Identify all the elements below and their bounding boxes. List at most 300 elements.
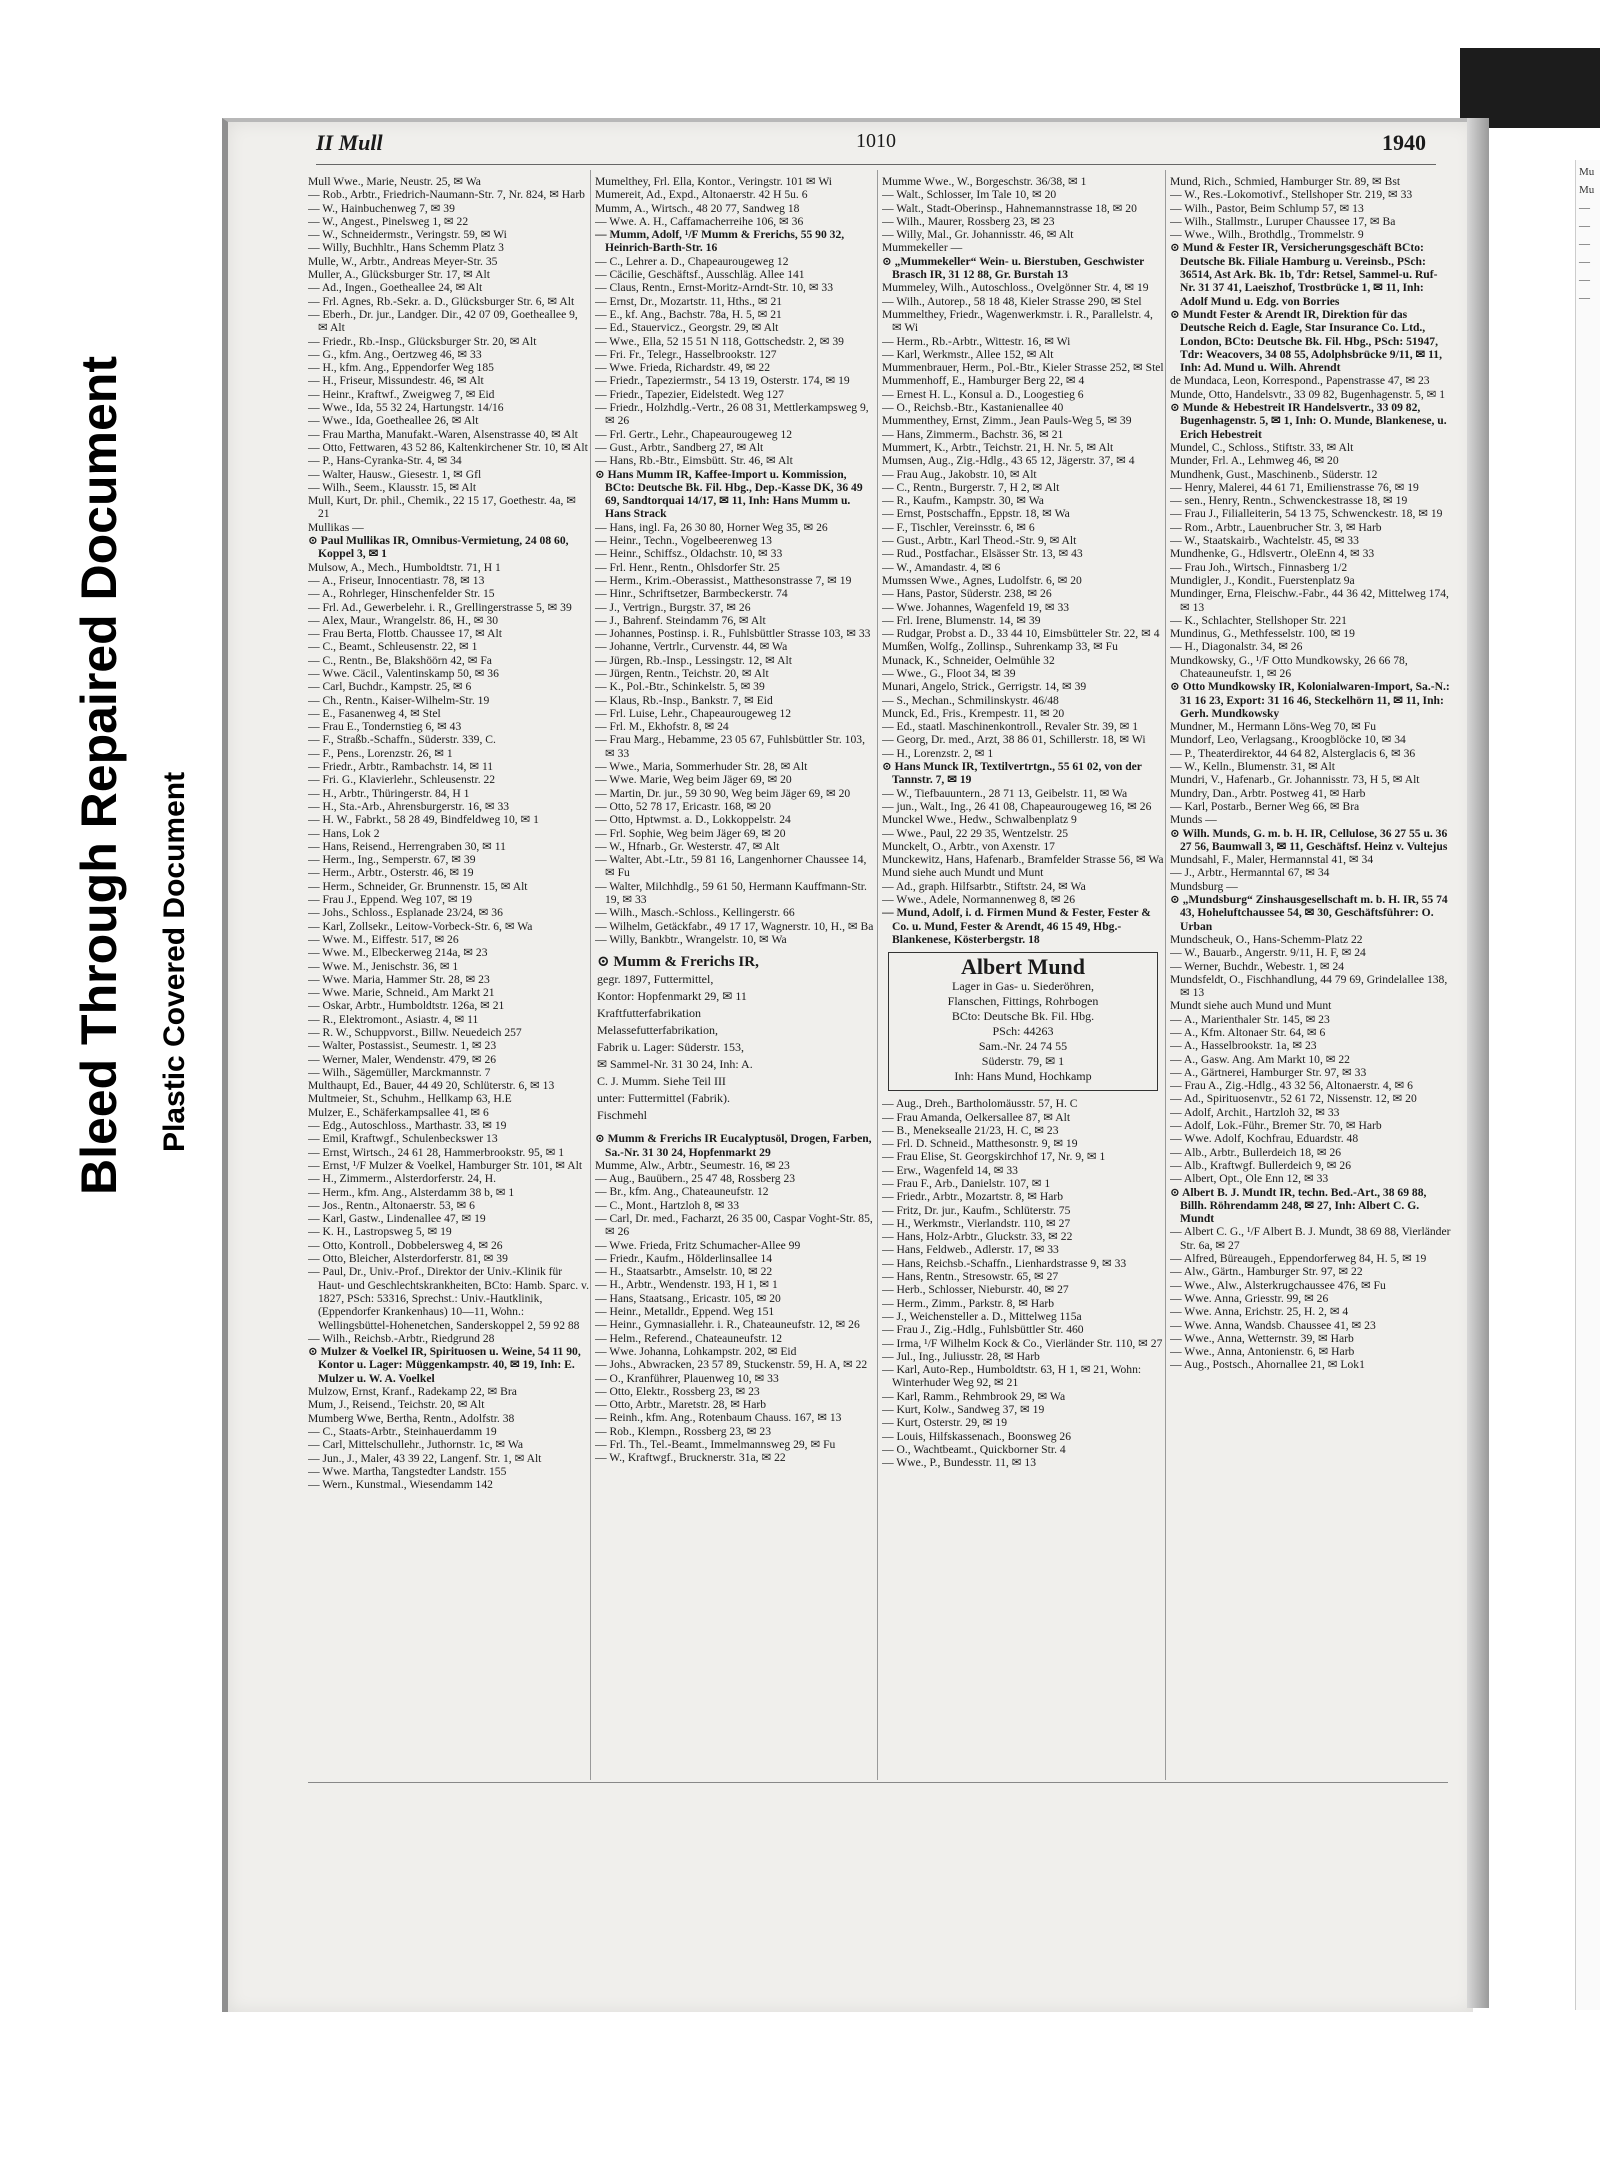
directory-entry: — Mund, Adolf, i. d. Firmen Mund & Fester, Fester & Co. u. Mund, Fester & Arendt, 46 15 49, Hbg.-Blankenese, Kösterbergstr. 18 — [882, 906, 1151, 946]
directory-entry: — Albert C. G., ¹/F Albert B. J. Mundt, 38 69 88, Vierländer Str. 6a, ✉ 27 — [1170, 1225, 1451, 1252]
directory-entry: — Johs., Schloss., Esplanade 23/24, ✉ 36 — [308, 906, 503, 920]
directory-entry: — K., Pol.-Btr., Schinkelstr. 5, ✉ 39 — [595, 680, 765, 694]
directory-entry: — H., Arbtr., Thüringerstr. 84, H 1 — [308, 786, 470, 800]
directory-entry: — Hans, Zimmerm., Bachstr. 36, ✉ 21 — [882, 427, 1064, 441]
directory-entry: — Hans, Reisend., Herrengraben 30, ✉ 11 — [308, 839, 506, 853]
directory-entry: — Alfred, Büreaugeh., Eppendorferweg 84, H. 5, ✉ 19 — [1170, 1252, 1427, 1266]
directory-entry: ⊙ Hans Mumm IR, Kaffee-Import u. Kommission, BCto: Deutsche Bk. Fil. Hbg., Dep.-Kasse DK, 36 49 69, Sandtorquai 14/17, ✉ 11, Inh: Hans Mumm u. Hans Strack — [595, 467, 863, 521]
directory-entry: — Wilh., Masch.-Schloss., Kellingerstr. 66 — [595, 906, 795, 920]
directory-entry: — Wwe., Wilh., Brothdlg., Trommelstr. 9 — [1170, 228, 1364, 242]
directory-entry: Munack, K., Schneider, Oelmühle 32 — [882, 653, 1055, 667]
directory-entry: — Carl, Buchdr., Kampstr. 25, ✉ 6 — [308, 680, 472, 694]
directory-entry: — P., Hans-Cyranka-Str. 4, ✉ 34 — [308, 454, 462, 468]
ad-line: Fischmehl — [597, 1108, 647, 1123]
directory-entry: — Oskar, Arbtr., Humboldtstr. 126a, ✉ 21 — [308, 999, 505, 1013]
ad-line: Kraftfutterfabrikation — [597, 1006, 701, 1021]
directory-entry: — Reinh., kfm. Ang., Rotenbaum Chauss. 167, ✉ 13 — [595, 1411, 842, 1425]
ad-line: ✉ Sammel-Nr. 31 30 24, Inh: A. — [597, 1057, 753, 1072]
directory-entry: — Helm., Referend., Chateauneufstr. 12 — [595, 1331, 783, 1345]
directory-entry: — Wwe. Adolf, Kochfrau, Eduardstr. 48 — [1170, 1132, 1359, 1146]
directory-entry: — Karl, Auto-Rep., Humboldtstr. 63, H 1, ✉ 21, Wohn: Winterhuder Weg 92, ✉ 21 — [882, 1363, 1142, 1390]
directory-entry: — Fri. Fr., Telegr., Hasselbrookstr. 127 — [595, 347, 777, 361]
directory-entry: — Willy, Bankbtr., Wrangelstr. 10, ✉ Wa — [595, 932, 787, 946]
directory-entry: Mundinger, Erna, Fleischw.-Fabr., 44 36 42, Mittelweg 174, ✉ 13 — [1170, 587, 1449, 614]
directory-entry: Mummekeller — — [882, 241, 963, 255]
directory-entry: — W., Staatskairb., Wachtelstr. 45, ✉ 33 — [1170, 534, 1359, 548]
directory-entry: Mundscheuk, O., Hans-Schemm-Platz 22 — [1170, 932, 1363, 946]
directory-entry: — C., Lehrer a. D., Chapeaurougeweg 12 — [595, 254, 789, 268]
directory-column-1 — [308, 175, 590, 1755]
directory-entry: Munck, Ed., Fris., Krempestr. 11, ✉ 20 — [882, 706, 1065, 720]
directory-entry: — Frau Amanda, Oelkersallee 87, ✉ Alt — [882, 1110, 1071, 1124]
directory-entry: — P., Theaterdirektor, 44 64 82, Alsterglacis 6, ✉ 36 — [1170, 746, 1416, 760]
directory-entry: — Carl, Mittelschullehr., Juthornstr. 1c, ✉ Wa — [308, 1438, 523, 1452]
page-edge — [1467, 118, 1489, 2008]
directory-entry: Mull, Kurt, Dr. phil., Chemik., 22 15 17, Goethestr. 4a, ✉ 21 — [308, 494, 576, 521]
directory-entry: — Friedr., Arbtr., Rambachstr. 14, ✉ 11 — [308, 760, 494, 774]
directory-entry: Mund, Rich., Schmied, Hamburger Str. 89, ✉ Bst — [1170, 175, 1401, 188]
directory-entry: — Frl. Th., Tel.-Beamt., Immelmannsweg 29, ✉ Fu — [595, 1438, 836, 1452]
directory-entry: ⊙ Otto Mundkowsky IR, Kolonialwaren-Import, Sa.-N.: 31 16 23, Export: 31 16 46, Steckelhörn 11, ✉ 11, Inh: Gerh. Mundkowsky — [1170, 680, 1450, 720]
column-rule — [877, 170, 878, 1780]
ad-line: PSch: 44263 — [992, 1024, 1054, 1039]
directory-entry: — Albert, Opt., Ole Enn 12, ✉ 33 — [1170, 1172, 1329, 1186]
directory-entry: Munder, Frl. A., Lehmweg 46, ✉ 20 — [1170, 454, 1339, 468]
directory-entry: — Friedr., Holzhdlg.-Vertr., 26 08 31, Mettlerkampsweg 9, ✉ 26 — [595, 401, 869, 428]
directory-entry: — Otto, Bleicher, Alsterdorferstr. 81, ✉ 39 — [308, 1252, 508, 1266]
directory-entry: — Walter, Postassist., Seumestr. 1, ✉ 23 — [308, 1039, 497, 1053]
directory-entry: — Frl. Irene, Blumenstr. 14, ✉ 39 — [882, 613, 1041, 627]
ad-line: Lager in Gas- u. Siederöhren, — [952, 979, 1094, 994]
directory-entry: — Rob., Arbtr., Friedrich-Naumann-Str. 7, Nr. 824, ✉ Harb — [308, 188, 585, 202]
directory-entry: — H., Diagonalstr. 34, ✉ 26 — [1170, 640, 1303, 654]
directory-entry: — W., Kelln., Blumenstr. 31, ✉ Alt — [1170, 760, 1335, 774]
directory-entry: — Rudgar, Probst a. D., 33 44 10, Eimsbütteler Str. 22, ✉ 4 — [882, 627, 1160, 641]
directory-entry: — Karl, Postarb., Berner Weg 66, ✉ Bra — [1170, 799, 1360, 813]
directory-entry: — Hans, Lok 2 — [308, 826, 380, 840]
directory-entry: — Wwe., G., Floot 34, ✉ 39 — [882, 666, 1016, 680]
directory-entry: — Friedr., Tapeziermstr., 54 13 19, Osterstr. 174, ✉ 19 — [595, 374, 850, 388]
directory-entry: — Hans, Staatsang., Ericastr. 105, ✉ 20 — [595, 1291, 781, 1305]
directory-entry: — Karl, Zollsekr., Leitow-Vorbeck-Str. 6, ✉ Wa — [308, 919, 533, 933]
next-page-fragment: — — [1579, 256, 1590, 268]
directory-entry: ⊙ Mundt Fester & Arendt IR, Direktion für das Deutsche Reich d. Eagle, Star Insurance Co. Ltd., London, BCto: Deutsche Bk. Fil. Hbg., PSch: 51947, Tdr: Weacovers, 34 08 55, Adolphsbrücke 9/11, ✉ 11, Inh: Ad. Mund u. Wilh. Ahrendt — [1170, 307, 1443, 375]
directory-entry: — Alex, Maur., Wrangelstr. 86, H., ✉ 30 — [308, 613, 499, 627]
directory-entry: — Otto, Elektr., Rossberg 23, ✉ 23 — [595, 1384, 760, 1398]
ad-line: BCto: Deutsche Bk. Fil. Hbg. — [951, 1009, 1095, 1024]
directory-entry: — Louis, Hilfskassenach., Boonsweg 26 — [882, 1429, 1072, 1443]
directory-entry: — Werner, Maler, Wendenstr. 479, ✉ 26 — [308, 1052, 497, 1066]
directory-entry: — Herm., Schneider, Gr. Brunnenstr. 15, ✉ Alt — [308, 879, 528, 893]
directory-entry: — Heinr., Kraftwf., Zweigweg 7, ✉ Eid — [308, 387, 495, 401]
directory-entry: — Otto, Hptwmst. a. D., Lokkoppelstr. 24 — [595, 813, 791, 827]
directory-entry: Mundhenke, G., Hdlsvertr., OleEnn 4, ✉ 33 — [1170, 547, 1375, 561]
directory-entry: — W., Angest., Pinelsweg 1, ✉ 22 — [308, 214, 469, 228]
directory-entry: — Wilh., Sägemüller, Marckmannstr. 7 — [308, 1065, 491, 1079]
directory-entry: Mundsahl, F., Maler, Hermannstal 41, ✉ 34 — [1170, 853, 1374, 867]
ad-title: ⊙ Mumm & Frerichs IR, — [597, 954, 759, 971]
directory-entry: — Walt., Schlosser, Im Tale 10, ✉ 20 — [882, 188, 1057, 202]
directory-column-3 — [882, 175, 1164, 1755]
side-label-secondary: Plastic Covered Document — [158, 771, 191, 1152]
directory-entry: — Herm., kfm. Ang., Alsterdamm 38 b, ✉ 1 — [308, 1185, 515, 1199]
directory-entry: — F., Tischler, Vereinsstr. 6, ✉ 6 — [882, 520, 1035, 534]
directory-entry: — Walter, Abt.-Ltr., 59 81 16, Langenhorner Chaussee 14, ✉ Fu — [595, 853, 867, 880]
directory-entry: — Gust., Arbtr., Karl Theod.-Str. 9, ✉ Alt — [882, 534, 1077, 548]
directory-entry: — Wwe. M., Eiffestr. 517, ✉ 26 — [308, 932, 459, 946]
directory-entry: Mumm, A., Wirtsch., 48 20 77, Sandweg 18 — [595, 201, 800, 215]
directory-entry: — Walter, Milchhdlg., 59 61 50, Hermann Kauffmann-Str. 19, ✉ 33 — [595, 879, 867, 907]
directory-entry: — Frau F., Arb., Danielstr. 107, ✉ 1 — [882, 1177, 1051, 1190]
header-year: 1940 — [1382, 130, 1426, 155]
directory-entry: — O., Reichsb.-Btr., Kastanienallee 40 — [882, 401, 1064, 415]
directory-entry: — Irma, ¹/F Wilhelm Kock & Co., Vierländer Str. 110, ✉ 27 — [882, 1336, 1163, 1350]
directory-entry: — C., Staats-Arbtr., Steinhauerdamm 19 — [308, 1424, 497, 1438]
directory-entry: — Martin, Dr. jur., 59 30 90, Weg beim Jäger 69, ✉ 20 — [595, 786, 851, 800]
directory-entry: — Werner, Buchdr., Webestr. 1, ✉ 24 — [1170, 959, 1345, 973]
directory-entry: Mumereit, Ad., Expd., Altonaerstr. 42 H 5u. 6 — [595, 188, 808, 202]
directory-entry: — K. H., Lastropsweg 5, ✉ 19 — [308, 1225, 452, 1239]
directory-entry: — Hans, Holz-Arbtr., Gluckstr. 33, ✉ 22 — [882, 1230, 1073, 1244]
directory-entry: — Wwe., Anna, Wetternstr. 39, ✉ Harb — [1170, 1331, 1354, 1345]
directory-entry: Munckewitz, Hans, Hafenarb., Bramfelder Strasse 56, ✉ Wa — [882, 853, 1164, 867]
directory-entry: — W., Hfnarb., Gr. Westerstr. 47, ✉ Alt — [595, 839, 780, 853]
ad-line: Süderstr. 79, ✉ 1 — [981, 1054, 1065, 1069]
directory-entry: — A., Kfm. Altonaer Str. 64, ✉ 6 — [1170, 1026, 1326, 1039]
directory-entry: Mumberg Wwe, Bertha, Rentn., Adolfstr. 38 — [308, 1411, 515, 1425]
directory-entry: — Otto, Arbtr., Maretstr. 28, ✉ Harb — [595, 1398, 767, 1412]
directory-entry: — C., Rentn., Be, Blakshöörn 42, ✉ Fa — [308, 653, 492, 667]
directory-entry: — R. W., Schuppvorst., Billw. Neuedeich 257 — [308, 1026, 522, 1039]
directory-entry: — Herm., Krim.-Oberassist., Matthesonstrasse 7, ✉ 19 — [595, 573, 852, 587]
directory-entry: Mum, J., Reisend., Teichstr. 20, ✉ Alt — [308, 1398, 485, 1412]
directory-entry: — Frau Marg., Hebamme, 23 05 67, Fuhlsbüttler Str. 103, ✉ 33 — [595, 733, 865, 760]
directory-entry: Mundri, V., Hafenarb., Gr. Johannisstr. 73, H 5, ✉ Alt — [1170, 773, 1420, 787]
directory-entry: — Herm., Arbtr., Osterstr. 46, ✉ 19 — [308, 866, 474, 880]
next-page-fragment: — — [1579, 292, 1590, 304]
directory-entry: — H., Werkmstr., Vierlandstr. 110, ✉ 27 — [882, 1216, 1071, 1230]
directory-entry: ⊙ Mund & Fester IR, Versicherungsgeschäft BCto: Deutsche Bk. Filiale Hamburg u. Vereinsb., PSch: 36514, Ast Ark. Bk. 1b, Tdr: Retsel, Sammel-u. Ruf-Nr. 31 37 41, Laeiszhof, Trostbrücke 1, ✉ 11, Inh: Adolf Mund u. Edg. von Borries — [1170, 241, 1438, 308]
directory-entry: Muller, A., Glücksburger Str. 17, ✉ Alt — [308, 268, 490, 282]
directory-entry: — C., Rentn., Burgerstr. 7, H 2, ✉ Alt — [882, 480, 1060, 494]
next-page-strip — [1575, 160, 1600, 2010]
directory-entry: — Heinr., Metalldr., Eppend. Weg 151 — [595, 1305, 775, 1319]
directory-entry: — Edg., Autoschloss., Marthastr. 33, ✉ 19 — [308, 1119, 507, 1133]
directory-entry: — Frl. Ad., Gewerbelehr. i. R., Grellingerstrasse 5, ✉ 39 — [308, 600, 572, 614]
directory-entry: — Walter, Hausw., Giesestr. 1, ✉ Gfl — [308, 467, 482, 481]
directory-entry: — Heinr., Gymnasiallehr. i. R., Chateauneufstr. 12, ✉ 26 — [595, 1318, 860, 1332]
directory-entry: — K., Schlachter, Stellshoper Str. 221 — [1170, 613, 1347, 627]
directory-entry: — Wwe., Anna, Antonienstr. 6, ✉ Harb — [1170, 1345, 1355, 1359]
directory-entry: Mummenhoff, E., Hamburger Berg 22, ✉ 4 — [882, 374, 1085, 388]
directory-entry: — Otto, Fettwaren, 43 52 86, Kaltenkirchener Str. 10, ✉ Alt — [308, 440, 588, 454]
directory-entry: — Johs., Abwracken, 23 57 89, Stuckenstr. 59, H. A, ✉ 22 — [595, 1358, 868, 1372]
directory-entry: ⊙ Albert B. J. Mundt IR, techn. Bed.-Art., 38 69 88, Billh. Röhrendamm 248, ✉ 27, Inh: Albert C. G. Mundt — [1170, 1185, 1427, 1226]
directory-entry: — Frau J., Filialleiterin, 54 13 75, Schwenckestr. 18, ✉ 19 — [1170, 507, 1443, 521]
directory-entry: Mundt siehe auch Mund und Munt — [1170, 999, 1332, 1013]
directory-entry: — Rob., Klempn., Rossberg 23, ✉ 23 — [595, 1424, 772, 1438]
directory-entry: Mumßen, Wolfg., Zollinsp., Suhrenkamp 33, ✉ Fu — [882, 640, 1118, 654]
directory-entry: — Wwe. Johanna, Lohkampstr. 202, ✉ Eid — [595, 1344, 797, 1358]
directory-entry: — Ed., Stauervicz., Georgstr. 29, ✉ Alt — [595, 321, 779, 335]
directory-entry: Mummeley, Wilh., Autoschloss., Ovelgönner Str. 4, ✉ 19 — [882, 281, 1149, 295]
directory-entry: — H., Friseur, Missundestr. 46, ✉ Alt — [308, 374, 484, 388]
directory-entry: Mundkowsky, G., ¹/F Otto Mundkowsky, 26 66 78, Chateauneufstr. 1, ✉ 26 — [1170, 653, 1408, 680]
albert-mund-ad — [888, 952, 1158, 1091]
directory-entry: — Heinr., Techn., Vogelbeerenweg 13 — [595, 534, 772, 548]
directory-entry: — Alw., Gärtn., Hamburger Str. 97, ✉ 22 — [1170, 1265, 1363, 1279]
directory-entry: — Rud., Postfachar., Elsässer Str. 13, ✉ 43 — [882, 547, 1083, 561]
directory-entry: — C., Beamt., Schleusenstr. 22, ✉ 1 — [308, 640, 478, 654]
directory-column-2 — [595, 175, 877, 1755]
directory-entry: — Wilh., Pastor, Beim Schlump 57, ✉ 13 — [1170, 201, 1364, 215]
directory-entry: — Frau J., Zig.-Hdlg., Fuhlsbüttler Str. 460 — [882, 1323, 1084, 1337]
directory-entry: — W., Bauarb., Angerstr. 9/11, H. F, ✉ 24 — [1170, 946, 1366, 960]
directory-entry: — Frl. D. Schneid., Matthesonstr. 9, ✉ 19 — [882, 1137, 1078, 1151]
directory-entry: — Herm., Zimm., Parkstr. 8, ✉ Harb — [882, 1296, 1055, 1310]
directory-entry: Mumme, Alw., Arbtr., Seumestr. 16, ✉ 23 — [595, 1158, 790, 1172]
directory-entry: — Hans, ingl. Fa, 26 30 80, Horner Weg 35, ✉ 26 — [595, 520, 828, 534]
directory-entry: — Willy, Mal., Gr. Johannisstr. 46, ✉ Alt — [882, 228, 1074, 242]
directory-entry: — Frl. M., Ekhofstr. 8, ✉ 24 — [595, 720, 729, 734]
directory-entry: — Karl, Werkmstr., Allee 152, ✉ Alt — [882, 347, 1054, 361]
directory-entry: — Frl. Sophie, Weg beim Jäger 69, ✉ 20 — [595, 826, 786, 840]
directory-entry: — A., Rohrleger, Hinschenfelder Str. 15 — [308, 587, 495, 601]
directory-entry: — Wwe. Johannes, Wagenfeld 19, ✉ 33 — [882, 600, 1070, 614]
next-page-fragment: — — [1579, 220, 1590, 232]
directory-entry: — Emil, Kraftwgf., Schulenbeckswer 13 — [308, 1132, 498, 1146]
directory-entry: ⊙ Hans Munck IR, Textilvertrtgn., 55 61 02, von der Tannstr. 7, ✉ 19 — [882, 760, 1142, 787]
directory-entry: — H., Lorenzstr. 2, ✉ 1 — [882, 746, 994, 760]
directory-entry: — Hinr., Schriftsetzer, Barmbeckerstr. 74 — [595, 587, 788, 601]
directory-entry: ⊙ Mulzer & Voelkel IR, Spirituosen u. Weine, 54 11 90, Kontor u. Lager: Müggenkampstr. 40, ✉ 19, Inh: E. Mulzer u. W. A. Voelkel — [308, 1345, 581, 1385]
directory-entry: — Wwe. M., Jenischstr. 36, ✉ 1 — [308, 959, 459, 973]
directory-entry: — Gust., Arbtr., Sandberg 27, ✉ Alt — [595, 440, 764, 454]
directory-entry: — Otto, 52 78 17, Ericastr. 168, ✉ 20 — [595, 799, 771, 813]
directory-entry: — C., Mont., Hartzloh 8, ✉ 33 — [595, 1198, 739, 1212]
directory-entry: Mull Wwe., Marie, Neustr. 25, ✉ Wa — [308, 175, 481, 188]
directory-entry: — Br., kfm. Ang., Chateauneufstr. 12 — [595, 1185, 769, 1199]
directory-entry: — Frau Elise, St. Georgskirchhof 17, Nr. 9, ✉ 1 — [882, 1150, 1106, 1164]
directory-entry: Mumssen Wwe., Agnes, Ludolfstr. 6, ✉ 20 — [882, 573, 1082, 587]
directory-entry: de Mundaca, Leon, Korrespond., Papenstrasse 47, ✉ 23 — [1170, 374, 1430, 388]
directory-entry: — Jos., Rentn., Altonaerstr. 53, ✉ 6 — [308, 1198, 475, 1212]
scanner-edge — [1460, 48, 1600, 128]
directory-entry: Munari, Angelo, Strick., Gerrigstr. 14, ✉ 39 — [882, 680, 1087, 694]
directory-entry: — Wwe., Ida, Goetheallee 26, ✉ Alt — [308, 414, 479, 428]
directory-entry: — J., Arbtr., Hermanntal 67, ✉ 34 — [1170, 866, 1330, 880]
directory-entry: Mullikas — — [308, 520, 364, 534]
ad-name: Albert Mund — [960, 954, 1086, 980]
directory-entry: — W., Tiefbauuntern., 28 71 13, Geibelstr. 11, ✉ Wa — [882, 786, 1128, 800]
directory-entry: — Kurt, Osterstr. 29, ✉ 19 — [882, 1416, 1008, 1430]
directory-entry: — Aug., Postsch., Ahornallee 21, ✉ Lok1 — [1170, 1358, 1365, 1372]
directory-entry: — Carl, Dr. med., Facharzt, 26 35 00, Caspar Voght-Str. 85, ✉ 26 — [595, 1212, 873, 1239]
directory-entry: — sen., Henry, Rentn., Schwenckestrasse 18, ✉ 19 — [1170, 494, 1408, 508]
ad-line: Fabrik u. Lager: Süderstr. 153, — [597, 1040, 744, 1055]
next-page-fragment: Mu — [1579, 184, 1595, 196]
ad-line: Sam.-Nr. 24 74 55 — [978, 1039, 1068, 1054]
directory-entry: — Ernst, Dr., Mozartstr. 11, Hths., ✉ 21 — [595, 294, 783, 308]
directory-entry: — A., Hasselbrookstr. 1a, ✉ 23 — [1170, 1039, 1317, 1053]
directory-entry: — W., Amandastr. 4, ✉ 6 — [882, 560, 1001, 574]
directory-entry: — Fri. G., Klavierlehr., Schleusenstr. 22 — [308, 773, 496, 787]
directory-entry: — J., Bahrenf. Steindamm 76, ✉ Alt — [595, 613, 766, 627]
directory-entry: — Johanne, Vertrlr., Curvenstr. 44, ✉ Wa — [595, 640, 788, 654]
directory-entry: — Friedr., Rb.-Insp., Glücksburger Str. 20, ✉ Alt — [308, 334, 537, 348]
directory-entry: — Eberh., Dr. jur., Landger. Dir., 42 07 09, Goetheallee 9, ✉ Alt — [308, 307, 578, 335]
directory-entry: ⊙ Wilh. Munds, G. m. b. H. IR, Cellulose, 36 27 55 u. 36 27 56, Baumwall 3, ✉ 11, Geschäftsf. Heinz v. Vultejus — [1170, 826, 1448, 853]
directory-entry: — H., Zimmerm., Alsterdorferstr. 24, H. — [308, 1172, 497, 1186]
ad-line: C. J. Mumm. Siehe Teil III — [597, 1074, 726, 1089]
directory-entry: — Herb., Schlosser, Nieburstr. 40, ✉ 27 — [882, 1283, 1069, 1297]
directory-entry: — E., Fasanenweg 4, ✉ Stel — [308, 706, 441, 720]
directory-entry: Mummert, K., Arbtr., Teichstr. 21, H. Nr. 5, ✉ Alt — [882, 440, 1114, 454]
directory-entry: — Jul., Ing., Juliusstr. 28, ✉ Harb — [882, 1349, 1040, 1363]
directory-entry: — A., Gärtnerei, Hamburger Str. 97, ✉ 33 — [1170, 1065, 1367, 1079]
directory-entry: — Wwe. Anna, Erichstr. 25, H. 2, ✉ 4 — [1170, 1305, 1349, 1319]
directory-entry: Mulsow, A., Mech., Humboldtstr. 71, H 1 — [308, 560, 501, 574]
page-header — [316, 130, 1436, 165]
directory-entry: Mumelthey, Frl. Ella, Kontor., Veringstr. 101 ✉ Wi — [595, 175, 833, 188]
directory-entry: Mummenbrauer, Herm., Pol.-Btr., Kieler Strasse 252, ✉ Stel — [882, 361, 1164, 375]
directory-entry: Mumme Wwe., W., Borgeschstr. 36/38, ✉ 1 — [882, 175, 1087, 188]
directory-entry: Mummenthey, Ernst, Zimm., Jean Pauls-Weg 5, ✉ 39 — [882, 414, 1132, 428]
directory-entry: — Wern., Kunstmal., Wiesendamm 142 — [308, 1478, 493, 1492]
directory-entry: — Ernst, Postschaffn., Eppstr. 18, ✉ Wa — [882, 507, 1070, 521]
ad-line: Flanschen, Fittings, Rohrbogen — [947, 994, 1099, 1009]
ad-line: Kontor: Hopfenmarkt 29, ✉ 11 — [597, 989, 747, 1004]
directory-entry: — Wilh., Seem., Klausstr. 15, ✉ Alt — [308, 480, 477, 494]
directory-entry: Mundinus, G., Methfesselstr. 100, ✉ 19 — [1170, 627, 1355, 641]
directory-column-4 — [1170, 175, 1452, 1755]
directory-entry: — B., Meneksealle 21/23, H. C, ✉ 23 — [882, 1123, 1059, 1137]
directory-entry: Mundry, Dan., Arbtr. Postweg 41, ✉ Harb — [1170, 786, 1366, 800]
directory-entry: Mundhenk, Gust., Maschinenb., Süderstr. 12 — [1170, 467, 1378, 481]
directory-entry: — Walt., Stadt-Oberinsp., Hahnemannstrasse 18, ✉ 20 — [882, 201, 1137, 215]
directory-entry: Munckel Wwe., Hedw., Schwalbenplatz 9 — [882, 813, 1077, 827]
directory-entry: — Friedr., Kaufm., Hölderlinsallee 14 — [595, 1251, 773, 1265]
directory-entry: — Wwe. Cäcil., Valentinskamp 50, ✉ 36 — [308, 666, 499, 680]
directory-entry: — Friedr., Arbtr., Mozartstr. 8, ✉ Harb — [882, 1190, 1064, 1204]
directory-entry: — W., Kraftwgf., Brucknerstr. 31a, ✉ 22 — [595, 1451, 786, 1465]
directory-entry: — Cäcilie, Geschäftsf., Ausschläg. Allee 141 — [595, 268, 805, 282]
directory-entry: — Wwe. Frieda, Richardstr. 49, ✉ 22 — [595, 361, 771, 375]
directory-entry: Munde, Otto, Handelsvtr., 33 09 82, Bugenhagenstr. 5, ✉ 1 — [1170, 387, 1446, 401]
directory-entry: — R., Elektromont., Asiastr. 4, ✉ 11 — [308, 1012, 479, 1026]
directory-entry: — Herm., Rb.-Arbtr., Wittestr. 16, ✉ Wi — [882, 334, 1071, 348]
directory-entry: ⊙ Paul Mullikas IR, Omnibus-Vermietung, 24 08 60, Koppel 3, ✉ 1 — [308, 534, 569, 561]
directory-entry: Mundel, C., Schloss., Stiftstr. 33, ✉ Alt — [1170, 440, 1354, 454]
directory-entry: — Frau J., Eppend. Weg 107, ✉ 19 — [308, 893, 473, 907]
directory-entry: — Wilh., Autorep., 58 18 48, Kieler Strasse 290, ✉ Stel — [882, 294, 1142, 308]
directory-entry: — Johannes, Postinsp. i. R., Fuhlsbüttler Strasse 103, ✉ 33 — [595, 627, 871, 641]
column-rule — [1165, 170, 1166, 1780]
directory-entry: ⊙ „Mundsburg“ Zinshausgesellschaft m. b. H. IR, 55 74 43, Hoheluftchaussee 54, ✉ 30, Geschäftsführer: O. Urban — [1170, 893, 1448, 933]
directory-entry: — Wilh., Stallmstr., Luruper Chaussee 17, ✉ Ba — [1170, 214, 1396, 228]
directory-entry: — Jürgen, Rb.-Insp., Lessingstr. 12, ✉ Alt — [595, 653, 792, 667]
directory-entry: — J., Vertrign., Burgstr. 37, ✉ 26 — [595, 600, 751, 614]
directory-entry: — Wwe. M., Elbeckerweg 214a, ✉ 23 — [308, 946, 488, 960]
directory-entry: — E., kf. Ang., Bachstr. 78a, H. 5, ✉ 21 — [595, 307, 782, 321]
directory-entry: ⊙ Mumm & Frerichs IR Eucalyptusöl, Drogen, Farben, Sa.-Nr. 31 30 24, Hopfenmarkt 29 — [595, 1132, 872, 1159]
directory-entry: — Wilh., Maurer, Rossberg 23, ✉ 23 — [882, 214, 1055, 228]
side-label-primary — [70, 356, 128, 1195]
directory-entry: — Wwe., Adele, Normannenweg 8, ✉ 26 — [882, 893, 1076, 907]
page-number: 1010 — [856, 130, 896, 152]
directory-entry: — Frau Berta, Flottb. Chaussee 17, ✉ Alt — [308, 627, 502, 641]
directory-entry: — Wwe., Alw., Alsterkrugchaussee 476, ✉ Fu — [1170, 1278, 1386, 1292]
directory-entry: — Hans, Rentn., Stresowstr. 65, ✉ 27 — [882, 1270, 1059, 1284]
directory-entry: — A., Friseur, Innocentiastr. 78, ✉ 13 — [308, 573, 485, 587]
directory-entry: — Frl. Agnes, Rb.-Sekr. a. D., Glücksburger Str. 6, ✉ Alt — [308, 294, 575, 308]
directory-entry: — Wilhelm, Getäckfabr., 49 17 17, Wagnerstr. 10, H., ✉ Ba — [595, 919, 874, 933]
directory-entry: — W., Res.-Lokomotivf., Stellshoper Str. 219, ✉ 33 — [1170, 188, 1413, 202]
directory-entry: — H. W., Fabrkt., 58 28 49, Bindfeldweg 10, ✉ 1 — [308, 813, 539, 827]
directory-entry: — A., Gasw. Ang. Am Markt 10, ✉ 22 — [1170, 1052, 1350, 1066]
directory-entry: Mummelthey, Friedr., Wagenwerkmstr. i. R., Parallelstr. 4, ✉ Wi — [882, 307, 1153, 335]
directory-entry: Mumsen, Aug., Zig.-Hdlg., 43 65 12, Jägerstr. 37, ✉ 4 — [882, 454, 1135, 468]
next-page-fragment: — — [1579, 238, 1590, 250]
directory-entry: — Wwe. Anna, Wandsb. Chaussee 41, ✉ 23 — [1170, 1318, 1376, 1332]
directory-entry: — Karl, Ramm., Rehmbrook 29, ✉ Wa — [882, 1389, 1066, 1403]
directory-entry: — R., Kaufm., Kampstr. 30, ✉ Wa — [882, 494, 1044, 508]
directory-entry: — Wwe. Marie, Weg beim Jäger 69, ✉ 20 — [595, 773, 792, 787]
side-label-primary-text: Bleed Through — [71, 842, 127, 1195]
directory-entry: — Wwe., Maria, Sommerhuder Str. 28, ✉ Alt — [595, 760, 808, 774]
directory-entry: — Heinr., Schiffsz., Oldachstr. 10, ✉ 33 — [595, 547, 783, 561]
directory-entry: — jun., Walt., Ing., 26 41 08, Chapeaurougeweg 16, ✉ 26 — [882, 799, 1152, 813]
directory-entry: — Kurt, Kolw., Sandweg 37, ✉ 19 — [882, 1403, 1045, 1417]
next-page-fragment: — — [1579, 274, 1590, 286]
directory-entry: — Ad., graph. Hilfsarbtr., Stiftstr. 24, ✉ Wa — [882, 879, 1086, 893]
directory-entry: Mundorf, Leo, Verlagsang., Kroogblöcke 10, ✉ 34 — [1170, 733, 1406, 747]
directory-entry: — Henry, Malerei, 44 61 71, Emilienstrasse 76, ✉ 19 — [1170, 480, 1419, 494]
mumm-frerichs-ad — [597, 954, 875, 1124]
directory-entry: — Alb., Arbtr., Bullerdeich 18, ✉ 26 — [1170, 1145, 1342, 1159]
column-rule — [590, 170, 591, 1780]
directory-entry: — Fritz, Dr. jur., Kaufm., Schlüterstr. 75 — [882, 1203, 1071, 1217]
directory-entry: — Ernst, Wirtsch., 24 61 28, Hammerbrookstr. 95, ✉ 1 — [308, 1145, 565, 1159]
directory-entry: — G., kfm. Ang., Oertzweg 46, ✉ 33 — [308, 347, 482, 361]
directory-entry: Mundsfeldt, O., Fischhandlung, 44 79 69, Grindelallee 138, ✉ 13 — [1170, 972, 1448, 1000]
bottom-rule — [308, 1782, 1448, 1783]
directory-entry: — Wwe., Ida, 55 32 24, Hartungstr. 14/16 — [308, 401, 504, 415]
directory-entry: — Wwe. Marie, Schneid., Am Markt 21 — [308, 986, 495, 1000]
directory-entry: — Aug., Bauübern., 25 47 48, Rossberg 23 — [595, 1172, 796, 1186]
directory-entry: — Hans, Pastor, Süderstr. 238, ✉ 26 — [882, 587, 1052, 601]
directory-entry: — A., Marienthaler Str. 145, ✉ 23 — [1170, 1012, 1330, 1026]
directory-entry: — Jun., J., Maler, 43 39 22, Langenf. Str. 1, ✉ Alt — [308, 1451, 542, 1465]
directory-entry: — Otto, Kontroll., Dobbelersweg 4, ✉ 26 — [308, 1238, 503, 1252]
directory-entry: — Hans, Feldweb., Adlerstr. 17, ✉ 33 — [882, 1243, 1059, 1257]
directory-entry: — Karl, Gastw., Lindenallee 47, ✉ 19 — [308, 1212, 486, 1226]
directory-entry: Mundner, M., Hermann Löns-Weg 70, ✉ Fu — [1170, 720, 1377, 734]
directory-entry: — Frl. Henr., Rentn., Ohlsdorfer Str. 25 — [595, 560, 780, 574]
directory-entry: ⊙ „Mummekeller“ Wein- u. Bierstuben, Geschwister Brasch IR, 31 12 88, Gr. Burstah 13 — [882, 254, 1145, 282]
directory-entry: — Frl. Gertr., Lehr., Chapeaurougeweg 12 — [595, 427, 793, 441]
directory-entry: — H., Staatsarbtr., Amselstr. 10, ✉ 22 — [595, 1265, 773, 1279]
directory-entry: — Mumm, Adolf, ¹/F Mumm & Frerichs, 55 90 32, Heinrich-Barth-Str. 16 — [595, 228, 845, 255]
directory-entry: — Adolf, Archit., Hartzloh 32, ✉ 33 — [1170, 1105, 1340, 1119]
directory-entry: — Wwe. Anna, Griesstr. 99, ✉ 26 — [1170, 1291, 1329, 1305]
directory-entry: — F., Straßb.-Schaffn., Süderstr. 339, C. — [308, 733, 496, 747]
directory-entry: — Alb., Kraftwgf. Bullerdeich 9, ✉ 26 — [1170, 1158, 1352, 1172]
directory-entry: Munckelt, O., Arbtr., von Axenstr. 17 — [882, 839, 1055, 853]
directory-entry: — Ernst, ¹/F Mulzer & Voelkel, Hamburger Str. 101, ✉ Alt — [308, 1158, 583, 1172]
directory-entry: — W., Schneidermstr., Veringstr. 59, ✉ Wi — [308, 228, 507, 242]
directory-entry: — Paul, Dr., Univ.-Prof., Direktor der Univ.-Klinik für Haut- und Geschlechtskrankheiten, BCto: Hamb. Sparc. v. 1827, PSch: 53316, Sprechst.: Univ.-Hautklinik, (Eppendorfer Krankenhaus) 10—11, Wohn.: Wellingsbüttel-Hohenetchen, Sanderskoppel 2, 59 92 88 — [308, 1265, 589, 1332]
